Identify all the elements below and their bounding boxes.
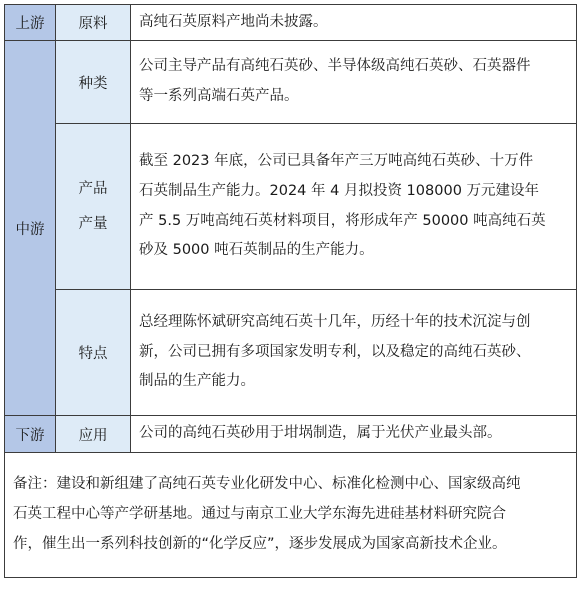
content-application: 公司的高纯石英砂用于坩埚制造，属于光伏产业最头部。 (131, 416, 577, 453)
upstream-row (5, 5, 577, 41)
midstream-types-row (5, 41, 577, 124)
content-line: 等一系列高端石英产品。 (139, 88, 299, 104)
content-line: 产 5.5 万吨高纯石英材料项目，将形成年产 50000 吨高纯石英 (139, 212, 546, 229)
item-capacity (56, 124, 131, 290)
content-types (131, 41, 577, 124)
item-capacity-line2: 产量 (78, 215, 108, 232)
content-capacity (131, 124, 577, 290)
midstream-capacity-row (5, 124, 577, 290)
note-line: 备注：建设和新组建了高纯石英专业化研发中心、标准化检测中心、国家级高纯 (13, 476, 521, 493)
stage-midstream: 中游 (5, 41, 56, 416)
note-line: 作，催生出一系列科技创新的“化学反应”，逐步发展成为国家高新技术企业。 (13, 535, 507, 552)
note-cell (5, 453, 577, 578)
item-capacity-line1: 产品 (78, 180, 108, 197)
content-raw-material: 高纯石英原料产地尚未披露。 (131, 5, 577, 41)
note-line: 石英工程中心等产学研基地。通过与南京工业大学东海先进硅基材料研究院合 (13, 506, 506, 523)
content-line: 石英制品生产能力。2024 年 4 月拟投资 108000 万元建设年 (139, 182, 540, 199)
content-line: 新，公司已拥有多项国家发明专利，以及稳定的高纯石英砂、 (139, 343, 531, 360)
industry-chain-table (4, 4, 577, 578)
content-features (131, 290, 577, 416)
downstream-row (5, 416, 577, 453)
stage-downstream: 下游 (5, 416, 56, 453)
item-application: 应用 (56, 416, 131, 453)
note-row (5, 453, 577, 578)
content-line: 制品的生产能力。 (139, 373, 255, 390)
content-line: 总经理陈怀斌研究高纯石英十几年，历经十年的技术沉淀与创 (139, 313, 531, 330)
item-raw-material: 原料 (56, 5, 131, 41)
stage-upstream: 上游 (5, 5, 56, 41)
item-features: 特点 (56, 290, 131, 416)
content-line: 截至 2023 年底，公司已具备年产三万吨高纯石英砂、十万件 (139, 153, 534, 170)
content-line: 公司主导产品有高纯石英砂、半导体级高纯石英砂、石英器件 (139, 58, 531, 75)
midstream-features-row (5, 290, 577, 416)
content-line: 砂及 5000 吨石英制品的生产能力。 (139, 242, 374, 259)
item-types: 种类 (56, 41, 131, 124)
